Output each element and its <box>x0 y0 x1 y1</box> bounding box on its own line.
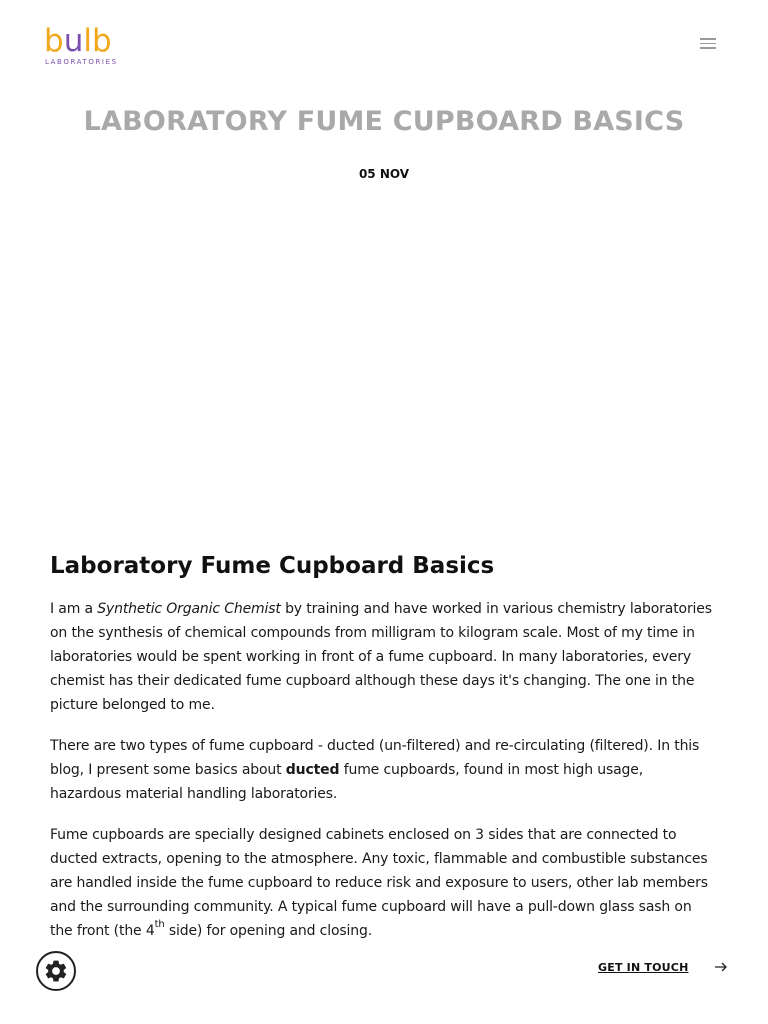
article-paragraph-1: I am a Synthetic Organic Chemist by training and have worked in various chemistry laboratories on the synthesis of chemical compounds from milligram to kilogram scale. Most of my time in laboratories would be spent working in front of a fume cupboard. In many laboratories, every chemist has their dedicated fume cupboard although these days it's changing. The one in the picture belonged to me. <box>50 601 712 713</box>
page-title: LABORATORY FUME CUPBOARD BASICS <box>83 106 685 137</box>
arrow-right-icon <box>714 960 728 974</box>
cookie-settings-button[interactable] <box>36 951 76 991</box>
post-date: 05 NOV <box>358 167 410 181</box>
gear-icon <box>43 958 69 984</box>
article-heading: Laboratory Fume Cupboard Basics <box>50 553 495 579</box>
get-in-touch-link[interactable] <box>598 960 728 974</box>
logo-subtitle: LABORATORIES <box>45 58 118 66</box>
logo-wordmark: bulb <box>44 23 112 59</box>
get-in-touch-label: GET IN TOUCH <box>598 960 689 974</box>
logo[interactable] <box>44 24 134 68</box>
article-paragraph-2: There are two types of fume cupboard - ducted (un-filtered) and re-circulating (filtered). In this blog, I present some basics about ducted fume cupboards, found in most high usage, hazardous material handling laboratories. <box>50 738 700 802</box>
hamburger-menu-icon[interactable] <box>700 38 716 50</box>
article-body <box>50 551 718 960</box>
article-paragraph-3: Fume cupboards are specially designed cabinets enclosed on 3 sides that are connected to ducted extracts, opening to the atmosphere. Any toxic, flammable and combustible substances are handled inside the fume cupboard to reduce risk and exposure to users, other lab members and the surrounding community. A typical fume cupboard will have a pull-down glass sash on the front (the 4th side) for opening and closing. <box>50 827 708 939</box>
hero-image <box>50 205 718 525</box>
